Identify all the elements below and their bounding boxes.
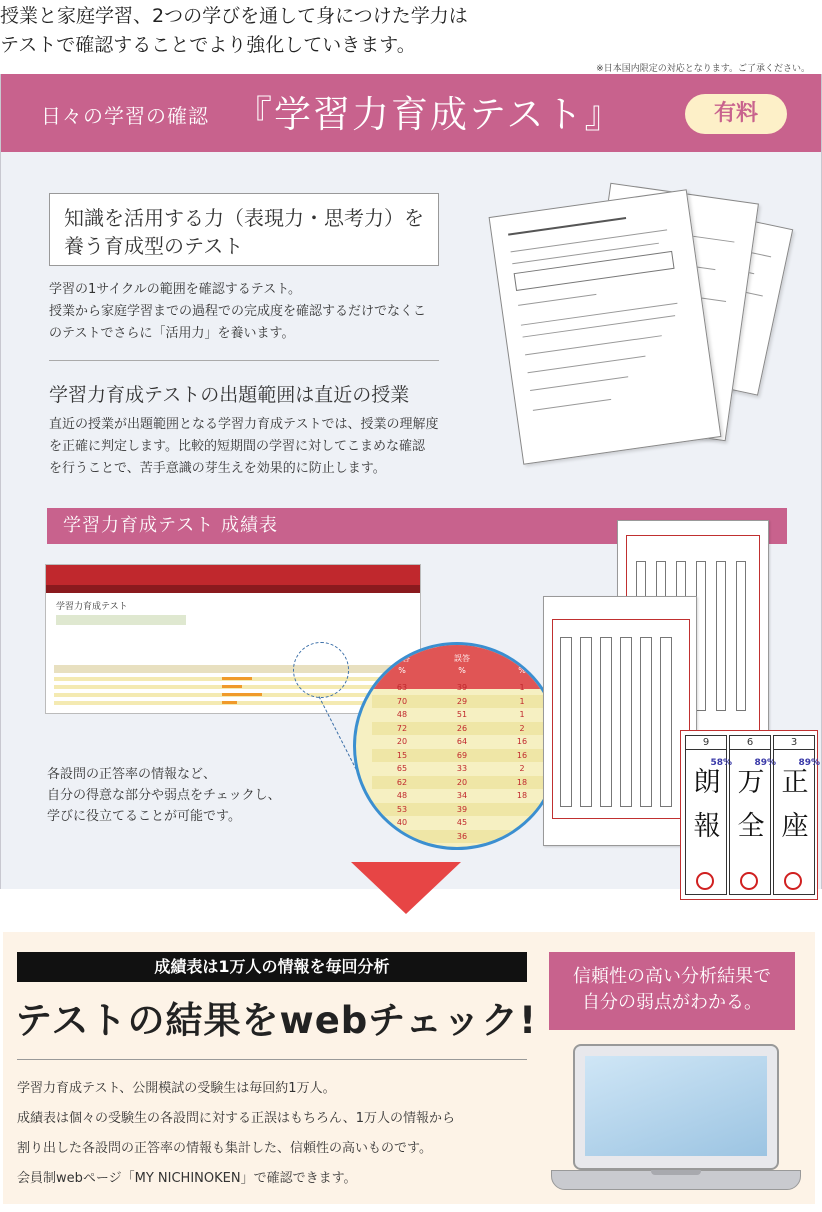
correct-mark	[696, 872, 714, 890]
domestic-note: ※日本国内限定の対応となります。ご了承ください。	[596, 64, 810, 74]
table-cell: 53	[372, 803, 432, 817]
table-cell: 33	[456, 764, 468, 774]
reliability-line-1: 信頼性の高い分析結果で	[573, 966, 771, 987]
screen-bar	[222, 701, 237, 704]
laptop-notch	[651, 1170, 701, 1175]
body-line-3: 割り出した各設問の正答率の情報も集計した、信頼性の高いものです。	[17, 1141, 432, 1156]
cycle-line-3: のテストでさらに「活用力」を養います。	[49, 326, 295, 341]
report-screenshot	[45, 564, 421, 714]
table-cell: 34	[456, 791, 468, 801]
kanji-column	[729, 735, 776, 895]
screen-nav	[46, 585, 420, 593]
paid-badge: 有料	[685, 94, 787, 134]
table-cell: 2	[492, 722, 552, 736]
table-cell: 36	[432, 830, 492, 844]
down-arrow-icon	[351, 862, 461, 914]
table-cell: 65	[396, 764, 408, 774]
caption-line-2: 自分の得意な部分や弱点をチェックし、	[47, 788, 281, 803]
test-paper-front	[489, 189, 722, 464]
table-cell: 18	[516, 791, 528, 801]
kanji-char: 全	[737, 811, 765, 842]
analysis-bar: 成績表は1万人の情報を毎回分析	[17, 952, 527, 982]
test-banner	[1, 74, 821, 152]
question-number: 3	[774, 736, 814, 750]
table-row	[372, 762, 552, 776]
table-cell: 1	[519, 710, 525, 720]
laptop-lid	[573, 1044, 779, 1170]
reliability-box	[549, 952, 795, 1030]
answer-sheet-front	[543, 596, 697, 846]
scope-line-1: 直近の授業が出題範囲となる学習力育成テストでは、授業の理解度	[49, 417, 439, 432]
test-section	[0, 74, 822, 889]
table-cell: 63	[396, 683, 408, 693]
question-number: 6	[730, 736, 770, 750]
scope-description	[49, 414, 449, 480]
table-cell: 20	[396, 737, 408, 747]
correct-mark	[740, 872, 758, 890]
table-cell: 16	[516, 737, 528, 747]
table-row	[372, 695, 552, 709]
web-check-description	[17, 1074, 455, 1194]
cycle-description	[49, 279, 449, 345]
intro-text	[0, 2, 822, 60]
table-row	[372, 708, 552, 722]
banner-subtitle: 日々の学習の確認	[41, 104, 209, 128]
question-number: 9	[686, 736, 726, 750]
screen-bar	[222, 685, 242, 688]
table-cell: 62	[372, 776, 432, 790]
kanji-column	[685, 735, 732, 895]
divider	[49, 360, 439, 361]
screen-tabs	[56, 615, 186, 625]
table-cell: 39	[456, 683, 468, 693]
table-cell: 15	[372, 749, 432, 763]
divider	[17, 1059, 527, 1060]
callout-line-1: 知識を活用する力（表現力・思考力）を	[64, 206, 424, 230]
table-cell: 2	[519, 764, 525, 774]
intro-line-2: テストで確認することでより強化していきます。	[0, 34, 416, 56]
header-correct: 正答 %	[394, 654, 410, 675]
web-check-title: テストの結果をwebチェック!	[15, 999, 538, 1042]
screen-title: 学習力育成テスト	[56, 602, 128, 612]
body-line-4: 会員制webページ「MY NICHINOKEN」で確認できます。	[17, 1171, 357, 1186]
header-blank: 無答 %	[514, 654, 530, 675]
screen-bar	[222, 677, 252, 680]
scope-line-3: を行うことで、苦手意識の芽生えを効果的に防止します。	[49, 461, 386, 476]
table-row	[372, 803, 552, 817]
scope-heading: 学習力育成テストの出題範囲は直近の授業	[49, 384, 410, 406]
report-banner: 学習力育成テスト 成績表	[47, 508, 787, 544]
kanji-char: 座	[781, 811, 809, 842]
table-cell: 26	[432, 722, 492, 736]
table-cell: 16	[492, 749, 552, 763]
table-row	[372, 722, 552, 736]
kanji-column	[773, 735, 820, 895]
table-cell: 51	[456, 710, 468, 720]
callout-line-2: 養う育成型のテスト	[64, 234, 244, 258]
correct-mark	[784, 872, 802, 890]
table-cell: 18	[492, 776, 552, 790]
table-cell: 69	[432, 749, 492, 763]
caption-line-1: 各設問の正答率の情報など、	[47, 767, 217, 782]
banner-title: 『学習力育成テスト』	[235, 93, 624, 136]
intro-line-1: 授業と家庭学習、2つの学びを通して身につけた学力は	[0, 5, 468, 27]
table-cell: 40	[396, 818, 408, 828]
header-wrong: 誤答 %	[454, 654, 470, 675]
laptop-icon	[551, 1044, 801, 1202]
screen-bar	[222, 693, 262, 696]
kanji-char: 朗	[693, 767, 721, 798]
table-cell: 20	[432, 776, 492, 790]
table-cell: 48	[396, 710, 408, 720]
caption-line-3: 学びに役立てることが可能です。	[47, 809, 241, 824]
kanji-char: 万	[737, 767, 765, 798]
accuracy-label: 89%	[754, 758, 776, 768]
accuracy-label: 58%	[710, 758, 732, 768]
magnifier	[353, 642, 561, 850]
kanji-answers	[680, 730, 818, 900]
table-cell: 1	[519, 683, 525, 693]
table-cell: 1	[492, 695, 552, 709]
table-row	[372, 830, 552, 844]
table-cell: 39	[432, 803, 492, 817]
table-cell: 72	[372, 722, 432, 736]
screen-header	[46, 565, 420, 585]
table-cell: 45	[456, 818, 468, 828]
zoom-ring	[293, 642, 349, 698]
cycle-line-2: 授業から家庭学習までの過程での完成度を確認するだけでなくこ	[49, 304, 427, 319]
table-row	[372, 681, 552, 695]
table-cell: 63	[372, 830, 432, 844]
table-row	[372, 816, 552, 830]
report-caption	[47, 764, 281, 827]
kanji-char: 報	[693, 811, 721, 842]
reliability-line-2: 自分の弱点がわかる。	[582, 992, 762, 1013]
body-line-1: 学習力育成テスト、公開模試の受験生は毎回約1万人。	[17, 1081, 336, 1096]
accuracy-table	[372, 649, 552, 843]
kanji-char: 正	[781, 767, 809, 798]
table-row	[372, 735, 552, 749]
laptop-screen	[585, 1056, 767, 1156]
body-line-2: 成績表は個々の受験生の各設問に対する正誤はもちろん、1万人の情報から	[17, 1111, 456, 1126]
cycle-line-1: 学習の1サイクルの範囲を確認するテスト。	[49, 282, 302, 297]
table-row	[372, 749, 552, 763]
table-row	[372, 789, 552, 803]
scope-line-2: を正確に判定します。比較的短期間の学習に対してこまめな確認	[49, 439, 425, 454]
accuracy-label: 89%	[798, 758, 820, 768]
test-callout	[49, 193, 439, 266]
table-cell: 29	[432, 695, 492, 709]
table-cell: 64	[456, 737, 468, 747]
table-cell: 48	[396, 791, 408, 801]
table-cell: 70	[372, 695, 432, 709]
web-check-section	[3, 932, 815, 1204]
table-row	[372, 776, 552, 790]
